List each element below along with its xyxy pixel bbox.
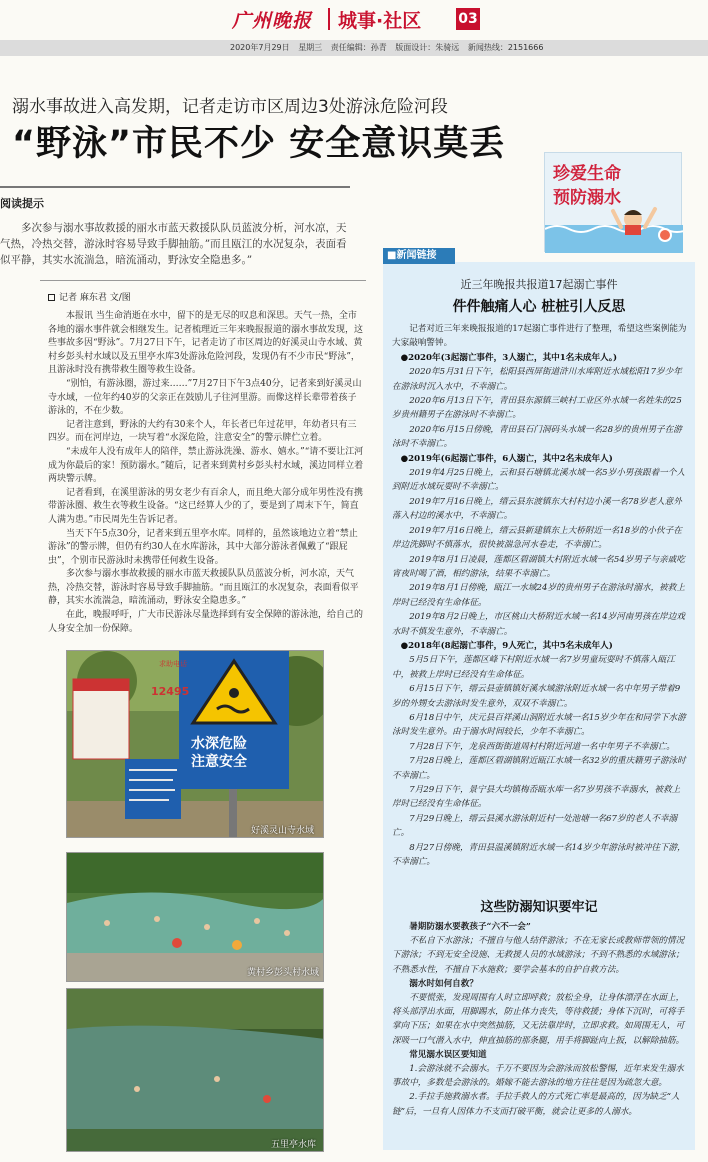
tip-rule [0,186,350,188]
read-tip-text: 多次参与溺水事故救援的丽水市蓝天救援队队员蓝波分析，河水凉，天气热，冷热交替，游泳时容易导致手脚抽筋。”而且瓯江的水况复杂，表面看似平静，其实水流湍急，暗流涌动，野泳安全隐患多。” [0,222,347,266]
news-year-heading: ●2019年(6起溺亡事件，6人溺亡，其中2名未成年人) [400,453,613,464]
news-incident-item: 2020年6月13日下午，青田县东源镇三峡村工业区外水域一名姓朱的25岁贵州籍男子在游泳时不幸溺亡。 [392,396,682,421]
article-paragraph: “别怕，有游泳圈，游过来……”7月27日下午3点40分，记者来到好溪灵山寺水域，一位年约40岁的父亲正在鼓励儿子往河里游。而像这样长辈带着孩子游泳的，不在少数。 [48,378,362,417]
article-paragraph: “未成年人没有成年人的陪伴，禁止游泳洗澡、游水、嬉水。”“请不要让江河成为你最后的家！预防溺水。”随后，记者来到黄村乡彭头村水域，溪边同样立着两块警示牌。 [48,446,364,485]
headline-kicker: 溺水事故进入高发期，记者走访市区周边3处游泳危险河段 [12,97,448,117]
dateline-date: 2020年7月29日 [230,43,290,52]
news-lead: 记者对近三年来晚报报道的17起溺亡事件进行了整理，希望这些案例能为大家敲响警钟。 [392,324,687,349]
page-number: 03 [456,8,480,30]
tips-paragraph: 不要慌张，发现周围有人时立即呼救；放松全身，让身体漂浮在水面上，将头部浮出水面，用脚踢水，防止体力丧失，等待救援；身体下沉时，可将手掌向下压；如果在水中突然抽筋，又无法靠岸时，立即求救。如周围无人，可深吸一口气潜入水中，伸直抽筋的那条腿，用手将脚趾向上扳，以解除抽筋。 [392,993,685,1046]
news-incident-item: 8月27日傍晚，青田县温溪镇附近水域一名14岁少年游泳时被冲往下游，不幸溺亡。 [392,842,686,868]
news-incident-item: 2019年7月16日晚上，缙云县东渡镇东大村村边小溪一名78岁老人意外落入村边的溪水中，不幸溺亡。 [392,496,682,522]
news-link-subtitle: 近三年晚报共报道17起溺亡事件 [460,278,618,291]
byline-text: 记者 麻东君 文/图 [59,293,131,303]
tips-subheading: 暑期防溺水要教孩子“六不一会” [409,922,531,932]
news-incident-item: 7月28日晚上，莲都区碧湖镇附近瓯江水域一名32岁的重庆籍男子游泳时不幸溺亡。 [392,756,686,781]
news-incident-item: 7月28日下午，龙泉西街街道周村村附近河道一名中年男子不幸溺亡。 [409,741,675,752]
news-year-heading: ●2020年(3起溺亡事件，3人溺亡，其中1名未成年人。) [400,352,618,363]
article-paragraph: 当天下午5点30分，记者来到五里亭水库。同样的，虽然该地边立着“禁止游泳”的警示牌，但仍有约30人在水库游泳，其中大部分游泳者佩戴了“跟屁虫”，个别市民游泳时未携带任何救生设备。 [48,528,358,566]
masthead [0,0,708,40]
article-paragraph: 多次参与溺水事故救援的丽水市蓝天救援队队员蓝波分析，河水凉，天气热，冷热交替，游泳时容易导致手脚抽筋。“而且瓯江的水况复杂，表面看似平静，其实水流湍急，暗流涌动，野泳安全隐患多。” [48,569,359,607]
news-incident-item: 6月15日下午，缙云县壶镇镇好溪水域游泳附近水域一名中年男子带着9岁的外甥女去游泳时发生意外，双双不幸溺亡。 [392,684,681,709]
tips-body [392,920,688,1119]
photo-caption-2: 黄村乡彭头村水域 [247,968,320,978]
reservoir-scene [67,989,324,1152]
article-paragraph: 记者注意到，野泳的大约有30来个人，年长者已年过花甲，年幼者只有三四岁。而在河岸边，一块写着“水深危险，注意安全”的警示牌伫立着。 [48,419,357,444]
dateline-designer: 版面设计：朱骑远 [395,43,460,52]
news-incident-item: 2020年6月15日傍晚，青田县石门洞码头水域一名28岁的贵州男子在游泳时不幸溺亡。 [392,424,682,450]
masthead-divider [328,8,330,30]
tips-paragraph: 2.手拉手施救溺水者。手拉手救人的方式死亡率是最高的，因为缺乏“人链”后，一旦有人因体力不支而打破平衡，就会让更多的人溺水。 [392,1092,680,1117]
dateline-hotline: 新闻热线：2151666 [467,43,544,52]
dateline-editor: 责任编辑：孙青 [330,43,387,52]
swimming-child-illustration [545,205,683,253]
sign-hotline-title: 求助电话 [159,660,187,668]
news-incident-item: 5月5日下午，莲都区峰下村附近水域一名7岁男童玩耍时不慎落入瓯江中，被救上岸时已经没有生命体征。 [392,655,675,680]
news-incident-item: 7月29日晚上，缙云县溪水游泳附近村一处池塘一名67岁的老人不幸溺亡。 [392,813,678,839]
photo-caption-3: 五里亭水库 [271,1140,317,1150]
news-year-heading: ●2018年(8起溺亡事件，9人死亡，其中5名未成年人) [400,640,613,651]
photo-river-swimmers [66,852,324,982]
dateline [230,42,549,53]
tips-subheading: 常见溺水误区要知道 [409,1049,487,1060]
photo-warning-signs [66,650,324,838]
dateline-weekday: 星期三 [298,43,323,52]
news-incident-item: 7月29日下午，景宁县大均镇梅岙瓯水库一名7岁男孩不幸溺水，被救上岸时已经没有生命体征。 [392,785,681,810]
river-swimmers-scene [67,853,324,982]
news-link-tab: ■新闻链接 [383,248,455,264]
article-paragraph: 本报讯 当生命消逝在水中，留下的是无尽的叹息和深思。天气一热，全市各地的溺水事件就会相继发生。记者梳理近三年来晚报报道的溺水事故发现，这些事故多因“野泳”。7月27日下午，记者走访了市区周边的好溪灵山寺水域、黄村乡彭头村水域以及五里亭水库3处游泳危险河段，发现仍有不少市民“野泳”，且游泳时没有携带救生圈等救生设备。 [48,311,364,376]
news-incident-item: 2019年8月1日傍晚，瓯江一水域24岁的贵州男子在游泳时溺水，被救上岸时已经没有生命体征。 [392,583,685,608]
sign-hotline-number: 12495 [151,685,190,698]
news-incident-item: 2019年4月25日晚上，云和县石塘镇北溪水域一名5岁小男孩跟着一个人到附近水域玩耍时不幸溺亡。 [392,468,685,493]
tips-title: 这些防溺知识要牢记 [480,900,598,915]
news-link-body [392,322,688,869]
tips-paragraph: 1.会游泳就不会溺水。千万不要因为会游泳而放松警惕，近年来发生溺水事故中，多数是会游泳的。婚嫁不能去游泳的地方往往是因为疏忽大意。 [392,1064,684,1089]
news-incident-item: 2020年5月31日下午，松阳县西屏街道浒川水库附近水域松阳17岁少年在游泳时沉入水中，不幸溺亡。 [392,367,682,392]
news-incident-item: 2019年8月2日晚上，市区桃山大桥附近水域一名14岁河南男孩在岸边戏水时不慎发生意外，不幸溺亡。 [392,612,685,637]
section-title: 城事·社区 [338,10,422,32]
tips-paragraph: 不私自下水游泳；不擅自与他人结伴游泳；不在无家长或教师带领的情况下游泳；不到无安全设施、无救援人员的水域游泳；不到不熟悉的水域游泳；不熟悉水性，不擅自下水施救；要学会基本的自护自救方法。 [392,936,685,975]
article-paragraph: 记者看到，在溪里游泳的男女老少有百余人，而且绝大部分成年男性没有携带游泳圈、救生衣等救生设备。“这已经算人少的了，要是到了周末下午，简直人满为患。”市民周先生告诉记者。 [48,487,364,525]
read-tip-label: 阅读提示 [0,197,44,210]
article-paragraph: 在此，晚报呼吁，广大市民游泳尽量选择到有安全保障的游泳池，给自己的人身安全加一份保障。 [48,610,364,634]
article-rule [40,280,366,281]
headline-main: “野泳”市民不少 安全意识莫丢 [12,124,506,164]
badge-line-2: 预防溺水 [553,188,621,208]
news-incident-item: 2019年7月16日晚上，缙云县新建镇东上大桥附近一名18岁的小伙子在岸边洗脚时不慎落水，很快被湍急河水卷走，不幸溺亡。 [392,525,682,551]
article-body [48,310,364,636]
byline-box-icon [48,294,55,301]
byline [48,290,131,303]
tips-subheading: 溺水时如何自救？ [409,978,478,989]
newspaper-brand: 广州晚报 [232,10,313,32]
photo-caption-1: 好溪灵山寺水域 [251,826,315,836]
news-link-title: 件件触痛人心 桩桩引人反思 [452,299,626,315]
news-incident-item: 2019年8月1日凌晨，莲都区碧湖镇大村附近水域一名54岁男子与亲戚吃宵夜时喝了酒，相约游泳，结果不幸溺亡。 [392,554,685,579]
photo-reservoir [66,988,324,1152]
campaign-badge [544,152,682,252]
sign-danger-text: 水深危险 注意安全 [191,736,247,770]
badge-line-1: 珍爱生命 [553,164,621,184]
news-incident-item: 6月18日中午，庆元县百祥溪山洞附近水域一名15岁少年在和同学下水游泳时发生意外。由于溺水时间较长，少年不幸溺亡。 [392,712,686,738]
